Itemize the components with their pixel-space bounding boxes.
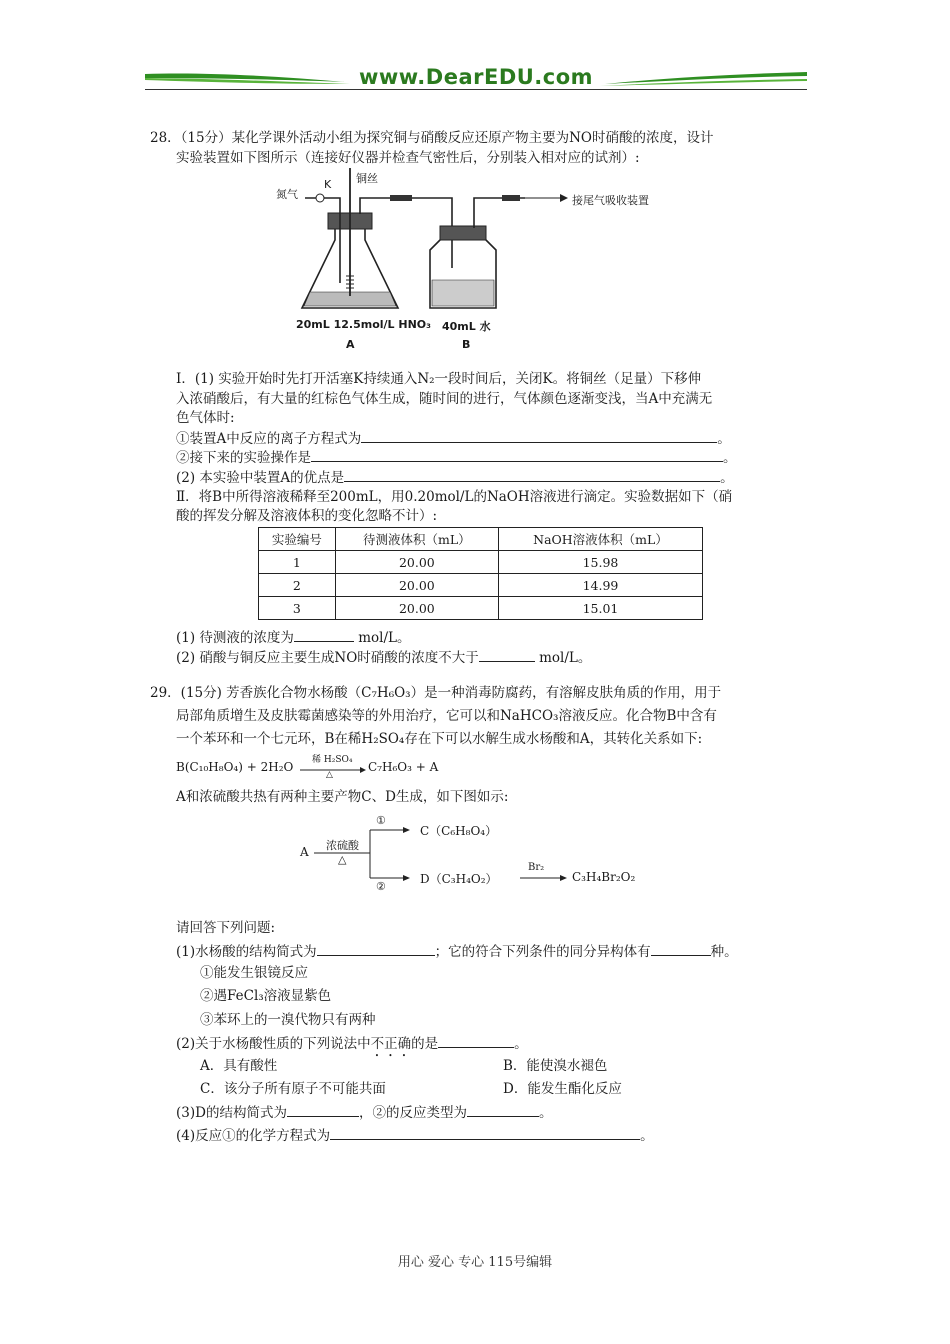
q29-stem-1: 29．(15分) 芳香族化合物水杨酸（C₇H₆O₃）是一种消毒防腐药，有溶解皮肤角质的作用，用于 xyxy=(150,685,722,701)
table-cell: 15.01 xyxy=(499,597,703,620)
condition-2: ②遇FeCl₃溶液显紫色 xyxy=(200,988,332,1004)
bottle-b-reagent: 40mL 水 xyxy=(442,320,491,333)
hydrolysis-equation xyxy=(176,752,476,780)
option-d: D．能发生酯化反应 xyxy=(503,1081,622,1097)
table-cell: 14.99 xyxy=(499,574,703,597)
q28-part2-line1: Ⅱ．将B中所得溶液稀释至200mL，用0.20mol/L的NaOH溶液进行滴定。实验数据如下（硝 xyxy=(176,489,733,505)
q28-a2-text: (2) 硝酸与铜反应主要生成NO时硝酸的浓度不大于 xyxy=(176,650,479,666)
table-cell: 20.00 xyxy=(335,597,498,620)
q28-a2 xyxy=(176,647,591,668)
answer-blank[interactable] xyxy=(651,941,711,956)
period: 。 xyxy=(717,431,731,447)
table-header: 实验编号 xyxy=(259,528,336,551)
table-cell: 15.98 xyxy=(499,551,703,574)
q28-a1 xyxy=(176,627,410,648)
period: 。 xyxy=(538,1105,553,1121)
table-cell: 20.00 xyxy=(335,574,498,597)
period: 。 xyxy=(720,470,734,486)
heat-symbol: △ xyxy=(338,853,347,866)
q29-s3-mid: ，②的反应类型为 xyxy=(358,1105,467,1121)
equation-left: B(C₁₀H₈O₄) + 2H₂O xyxy=(176,760,294,774)
header-rule xyxy=(145,89,807,90)
q28-part1-line3: 色气体时: xyxy=(176,410,235,426)
q29-s1-text: (1)水杨酸的结构简式为 xyxy=(176,944,317,960)
scheme-a: A xyxy=(300,845,309,859)
q28-q1 xyxy=(176,428,731,449)
answer-blank[interactable] xyxy=(311,447,723,462)
table-row xyxy=(259,574,703,597)
q29-s3-text: (3)D的结构简式为 xyxy=(176,1105,287,1121)
q28-q2 xyxy=(176,447,737,468)
q28-stem-1: 28．（15分）某化学课外活动小组为探究铜与硝酸反应还原产物主要为NO时硝酸的浓度，设计 xyxy=(150,130,714,146)
product-d: D（C₃H₄O₂） xyxy=(420,872,498,886)
table-cell: 2 xyxy=(259,574,336,597)
table-cell: 3 xyxy=(259,597,336,620)
table-cell: 1 xyxy=(259,551,336,574)
option-c: C．该分子所有原子不可能共面 xyxy=(200,1081,386,1097)
equation-condition: 稀 H₂SO₄ xyxy=(312,755,353,765)
q29-s1 xyxy=(176,941,738,962)
q28-stem-2: 实验装置如下图所示（连接好仪器并检查气密性后，分别装入相对应的试剂）: xyxy=(176,150,640,166)
flask-a-name: A xyxy=(346,338,355,351)
product-c: C（C₆H₈O₄） xyxy=(420,824,498,838)
page-footer: 用心 爱心 专心 115号编辑 xyxy=(397,1255,553,1270)
q28-part1-line2: 入浓硝酸后，有大量的红棕色气体生成，随时间的进行，气体颜色逐渐变浅，当A中充满无 xyxy=(176,391,713,407)
tail-gas-label: 接尾气吸收装置 xyxy=(572,194,649,207)
q28-a1-text: (1) 待测液的浓度为 xyxy=(176,630,294,646)
q29-s3 xyxy=(176,1102,552,1123)
table-cell: 20.00 xyxy=(335,551,498,574)
nitrogen-label: 氮气 xyxy=(276,188,298,201)
answer-blank[interactable] xyxy=(287,1102,359,1117)
q28-a1-unit: mol/L。 xyxy=(358,630,411,646)
equation-right: C₇H₆O₃ + A xyxy=(368,760,439,774)
q29-ask: 请回答下列问题: xyxy=(176,920,276,936)
answer-blank[interactable] xyxy=(467,1102,539,1117)
answer-blank[interactable] xyxy=(438,1033,514,1048)
period: 。 xyxy=(640,1128,654,1144)
q29-stem-3: 一个苯环和一个七元环，B在稀H₂SO₄存在下可以水解生成水杨酸和A，其转化关系如下: xyxy=(176,731,703,747)
option-a: A．具有酸性 xyxy=(200,1058,278,1074)
valve-label: K xyxy=(324,178,332,191)
q28-part1-line1: Ⅰ．(1) 实验开始时先打开活塞K持续通入N₂一段时间后，关闭K。将铜丝（足量）下移伸 xyxy=(176,371,702,387)
heat-symbol: △ xyxy=(326,770,333,780)
q29-s1-end: 种。 xyxy=(710,944,738,960)
arrow-icon xyxy=(300,766,366,774)
table-row xyxy=(259,597,703,620)
q28-q3-text: (2) 本实验中装置A的优点是 xyxy=(176,470,345,486)
condition-1: ①能发生银镜反应 xyxy=(200,965,308,981)
q29-s2-end: 的是 xyxy=(411,1036,439,1052)
table-header: NaOH溶液体积（mL） xyxy=(499,528,703,551)
apparatus-diagram xyxy=(270,168,690,353)
table-row xyxy=(259,551,703,574)
answer-blank[interactable] xyxy=(317,941,435,956)
q28-q3 xyxy=(176,467,734,488)
q29-s4 xyxy=(176,1125,654,1146)
period: 。 xyxy=(514,1036,528,1052)
answer-blank[interactable] xyxy=(330,1125,640,1140)
flask-a-reagent: 20mL 12.5mol/L HNO₃ xyxy=(296,318,431,331)
q29-s1-mid: ；它的符合下列条件的同分异构体有 xyxy=(434,944,651,960)
path-number-2: ② xyxy=(376,880,386,893)
copper-wire-label: 铜丝 xyxy=(356,172,378,185)
path-number-1: ① xyxy=(376,814,386,827)
reagent-br2: Br₂ xyxy=(528,862,545,873)
q28-q1-text: ①装置A中反应的离子方程式为 xyxy=(176,431,362,447)
q29-stem-2: 局部角质增生及皮肤霉菌感染等的外用治疗，它可以和NaHCO₃溶液反应。化合物B中含有 xyxy=(176,708,717,724)
scheme-reagent: 浓硫酸 xyxy=(326,839,359,852)
period: 。 xyxy=(723,450,737,466)
q28-a2-unit: mol/L。 xyxy=(539,650,592,666)
option-b: B．能使溴水褪色 xyxy=(503,1058,608,1074)
q29-s2-text: (2)关于水杨酸性质的下列说法中 xyxy=(176,1036,371,1052)
site-name: www.DearEDU.com xyxy=(358,65,594,89)
q28-q2-text: ②接下来的实验操作是 xyxy=(176,450,311,466)
q29-s4-text: (4)反应①的化学方程式为 xyxy=(176,1128,331,1144)
table-header: 待测液体积（mL） xyxy=(335,528,498,551)
q28-part2-line2: 酸的挥发分解及溶液体积的变化忽略不计）: xyxy=(176,508,438,524)
table-header-row xyxy=(259,528,703,551)
answer-blank[interactable] xyxy=(361,428,717,443)
condition-3: ③苯环上的一溴代物只有两种 xyxy=(200,1012,376,1028)
product-dibromide: C₃H₄Br₂O₂ xyxy=(572,870,636,884)
reaction-scheme xyxy=(300,812,640,894)
answer-blank[interactable] xyxy=(479,647,535,662)
emphasis-text: 不正确 xyxy=(370,1036,412,1052)
bottle-b-name: B xyxy=(462,338,471,351)
titration-table xyxy=(258,527,703,620)
answer-blank[interactable] xyxy=(344,467,720,482)
q29-line-a: A和浓硫酸共热有两种主要产物C、D生成，如下图如示: xyxy=(176,789,509,805)
answer-blank[interactable] xyxy=(294,627,354,642)
